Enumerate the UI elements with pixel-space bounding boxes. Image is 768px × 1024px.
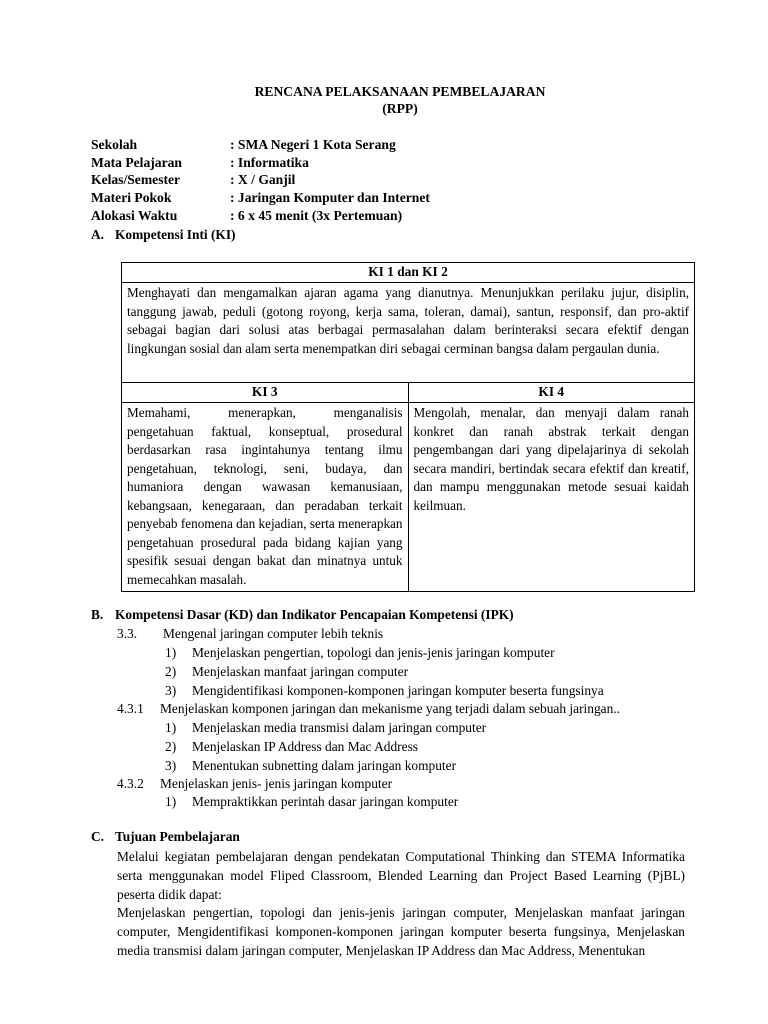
info-label: Alokasi Waktu: [91, 208, 178, 223]
info-value: : Jaringan Komputer dan Internet: [230, 190, 430, 205]
item-number: 1): [165, 720, 177, 735]
list-item: [165, 645, 555, 661]
item-text: Menjelaskan manfaat jaringan computer: [192, 664, 409, 679]
info-value: : X / Ganjil: [230, 172, 296, 187]
item-number: 3): [165, 683, 177, 698]
section-letter: B.: [91, 607, 104, 622]
tujuan-goals-paragraph: Menjelaskan pengertian, topologi dan jenis-jenis jaringan computer, Menjelaskan manfaat jaringan computer, Mengidentifikasi komponen-komponen jaringan komputer beserta fungsinya, Menjelaskan media transmisi dalam jaringan computer, Menjelaskan IP Address dan Mac Address, Menentukan: [117, 905, 685, 958]
info-label: Mata Pelajaran: [91, 155, 182, 170]
kd-4-3-2: [117, 776, 392, 792]
ki4-text: Mengolah, menalar, dan menyaji dalam ranah konkret dan ranah abstrak terkait dengan pengembangan dari yang dipelajarinya di sekolah secara mandiri, bertindak secara efektif dan kreatif, dan mampu menggunakan metode sesuai kaidah keilmuan.: [408, 403, 695, 592]
ki-table: [121, 262, 695, 592]
ki12-text: Menghayati dan mengamalkan ajaran agama yang dianutnya. Menunjukkan perilaku jujur, disiplin, tanggung jawab, peduli (gotong royong, kerja sama, toleran, damai), santun, responsif, dan pro-aktif sebagai bagian dari solusi atas berbagai permasalahan dalam berinteraksi secara efektif dengan lingkungan sosial dan alam serta menempatkan diri sebagai cerminan bangsa dalam pergaulan dunia.: [122, 283, 695, 383]
list-item: [165, 758, 456, 774]
kd-code: 3.3.: [117, 626, 138, 641]
info-value: : Informatika: [230, 155, 309, 170]
kd-text: Mengenal jaringan computer lebih teknis: [163, 626, 384, 641]
section-title: Kompetensi Inti (KI): [115, 227, 236, 242]
item-number: 3): [165, 758, 177, 773]
item-text: Menjelaskan IP Address dan Mac Address: [192, 739, 418, 754]
ki3-header: KI 3: [122, 383, 409, 403]
list-item: [165, 683, 604, 699]
section-letter: A.: [91, 227, 105, 242]
kd-4-3-1: [117, 701, 620, 717]
section-b-heading: [91, 607, 514, 623]
list-item: [165, 664, 408, 680]
section-letter: C.: [91, 829, 105, 844]
item-text: Mengidentifikasi komponen-komponen jaringan komputer beserta fungsinya: [192, 683, 604, 698]
item-number: 2): [165, 739, 177, 754]
list-item: [165, 720, 486, 736]
item-number: 1): [165, 645, 177, 660]
info-label: Sekolah: [91, 137, 138, 152]
kd-3-3: [117, 626, 383, 642]
list-item: [165, 794, 458, 810]
info-label: Kelas/Semester: [91, 172, 181, 187]
item-text: Menjelaskan pengertian, topologi dan jenis-jenis jaringan komputer: [192, 645, 555, 660]
section-a-heading: [91, 227, 236, 243]
section-c-heading: [91, 829, 240, 845]
item-text: Menjelaskan media transmisi dalam jaringan computer: [192, 720, 487, 735]
list-item: [165, 739, 418, 755]
ki4-header: KI 4: [408, 383, 695, 403]
kd-text: Menjelaskan jenis- jenis jaringan komputer: [160, 776, 393, 791]
ki12-header: KI 1 dan KI 2: [122, 263, 695, 283]
item-number: 1): [165, 794, 177, 809]
info-value: : SMA Negeri 1 Kota Serang: [230, 137, 396, 152]
kd-code: 4.3.2: [117, 776, 144, 791]
document-title: RENCANA PELAKSANAAN PEMBELAJARAN: [254, 84, 546, 99]
item-number: 2): [165, 664, 177, 679]
kd-code: 4.3.1: [117, 701, 144, 716]
section-title: Tujuan Pembelajaran: [115, 829, 240, 844]
item-text: Menentukan subnetting dalam jaringan komputer: [192, 758, 457, 773]
kd-text: Menjelaskan komponen jaringan dan mekanisme yang terjadi dalam sebuah jaringan..: [160, 701, 620, 716]
ki3-text: Memahami, menerapkan, menganalisis pengetahuan faktual, konseptual, prosedural berdasarkan rasa ingintahunya tentang ilmu pengetahuan, teknologi, seni, budaya, dan humaniora dengan wawasan kemanusiaan, kebangsaan, kenegaraan, dan peradaban terkait penyebab fenomena dan kejadian, serta menerapkan pengetahuan prosedural pada bidang kajian yang spesifik sesuai dengan bakat dan minatnya untuk memecahkan masalah.: [122, 403, 409, 592]
info-value: : 6 x 45 menit (3x Pertemuan): [230, 208, 403, 223]
document-subtitle: (RPP): [382, 101, 418, 116]
item-text: Mempraktikkan perintah dasar jaringan komputer: [192, 794, 459, 809]
tujuan-intro-paragraph: Melalui kegiatan pembelajaran dengan pendekatan Computational Thinking dan STEMA Informatika serta menggunakan model Fliped Classroom, Blended Learning dan Project Based Learning (PjBL) peserta didik dapat:: [117, 849, 685, 902]
section-title: Kompetensi Dasar (KD) dan Indikator Pencapaian Kompetensi (IPK): [115, 607, 514, 622]
info-label: Materi Pokok: [91, 190, 172, 205]
